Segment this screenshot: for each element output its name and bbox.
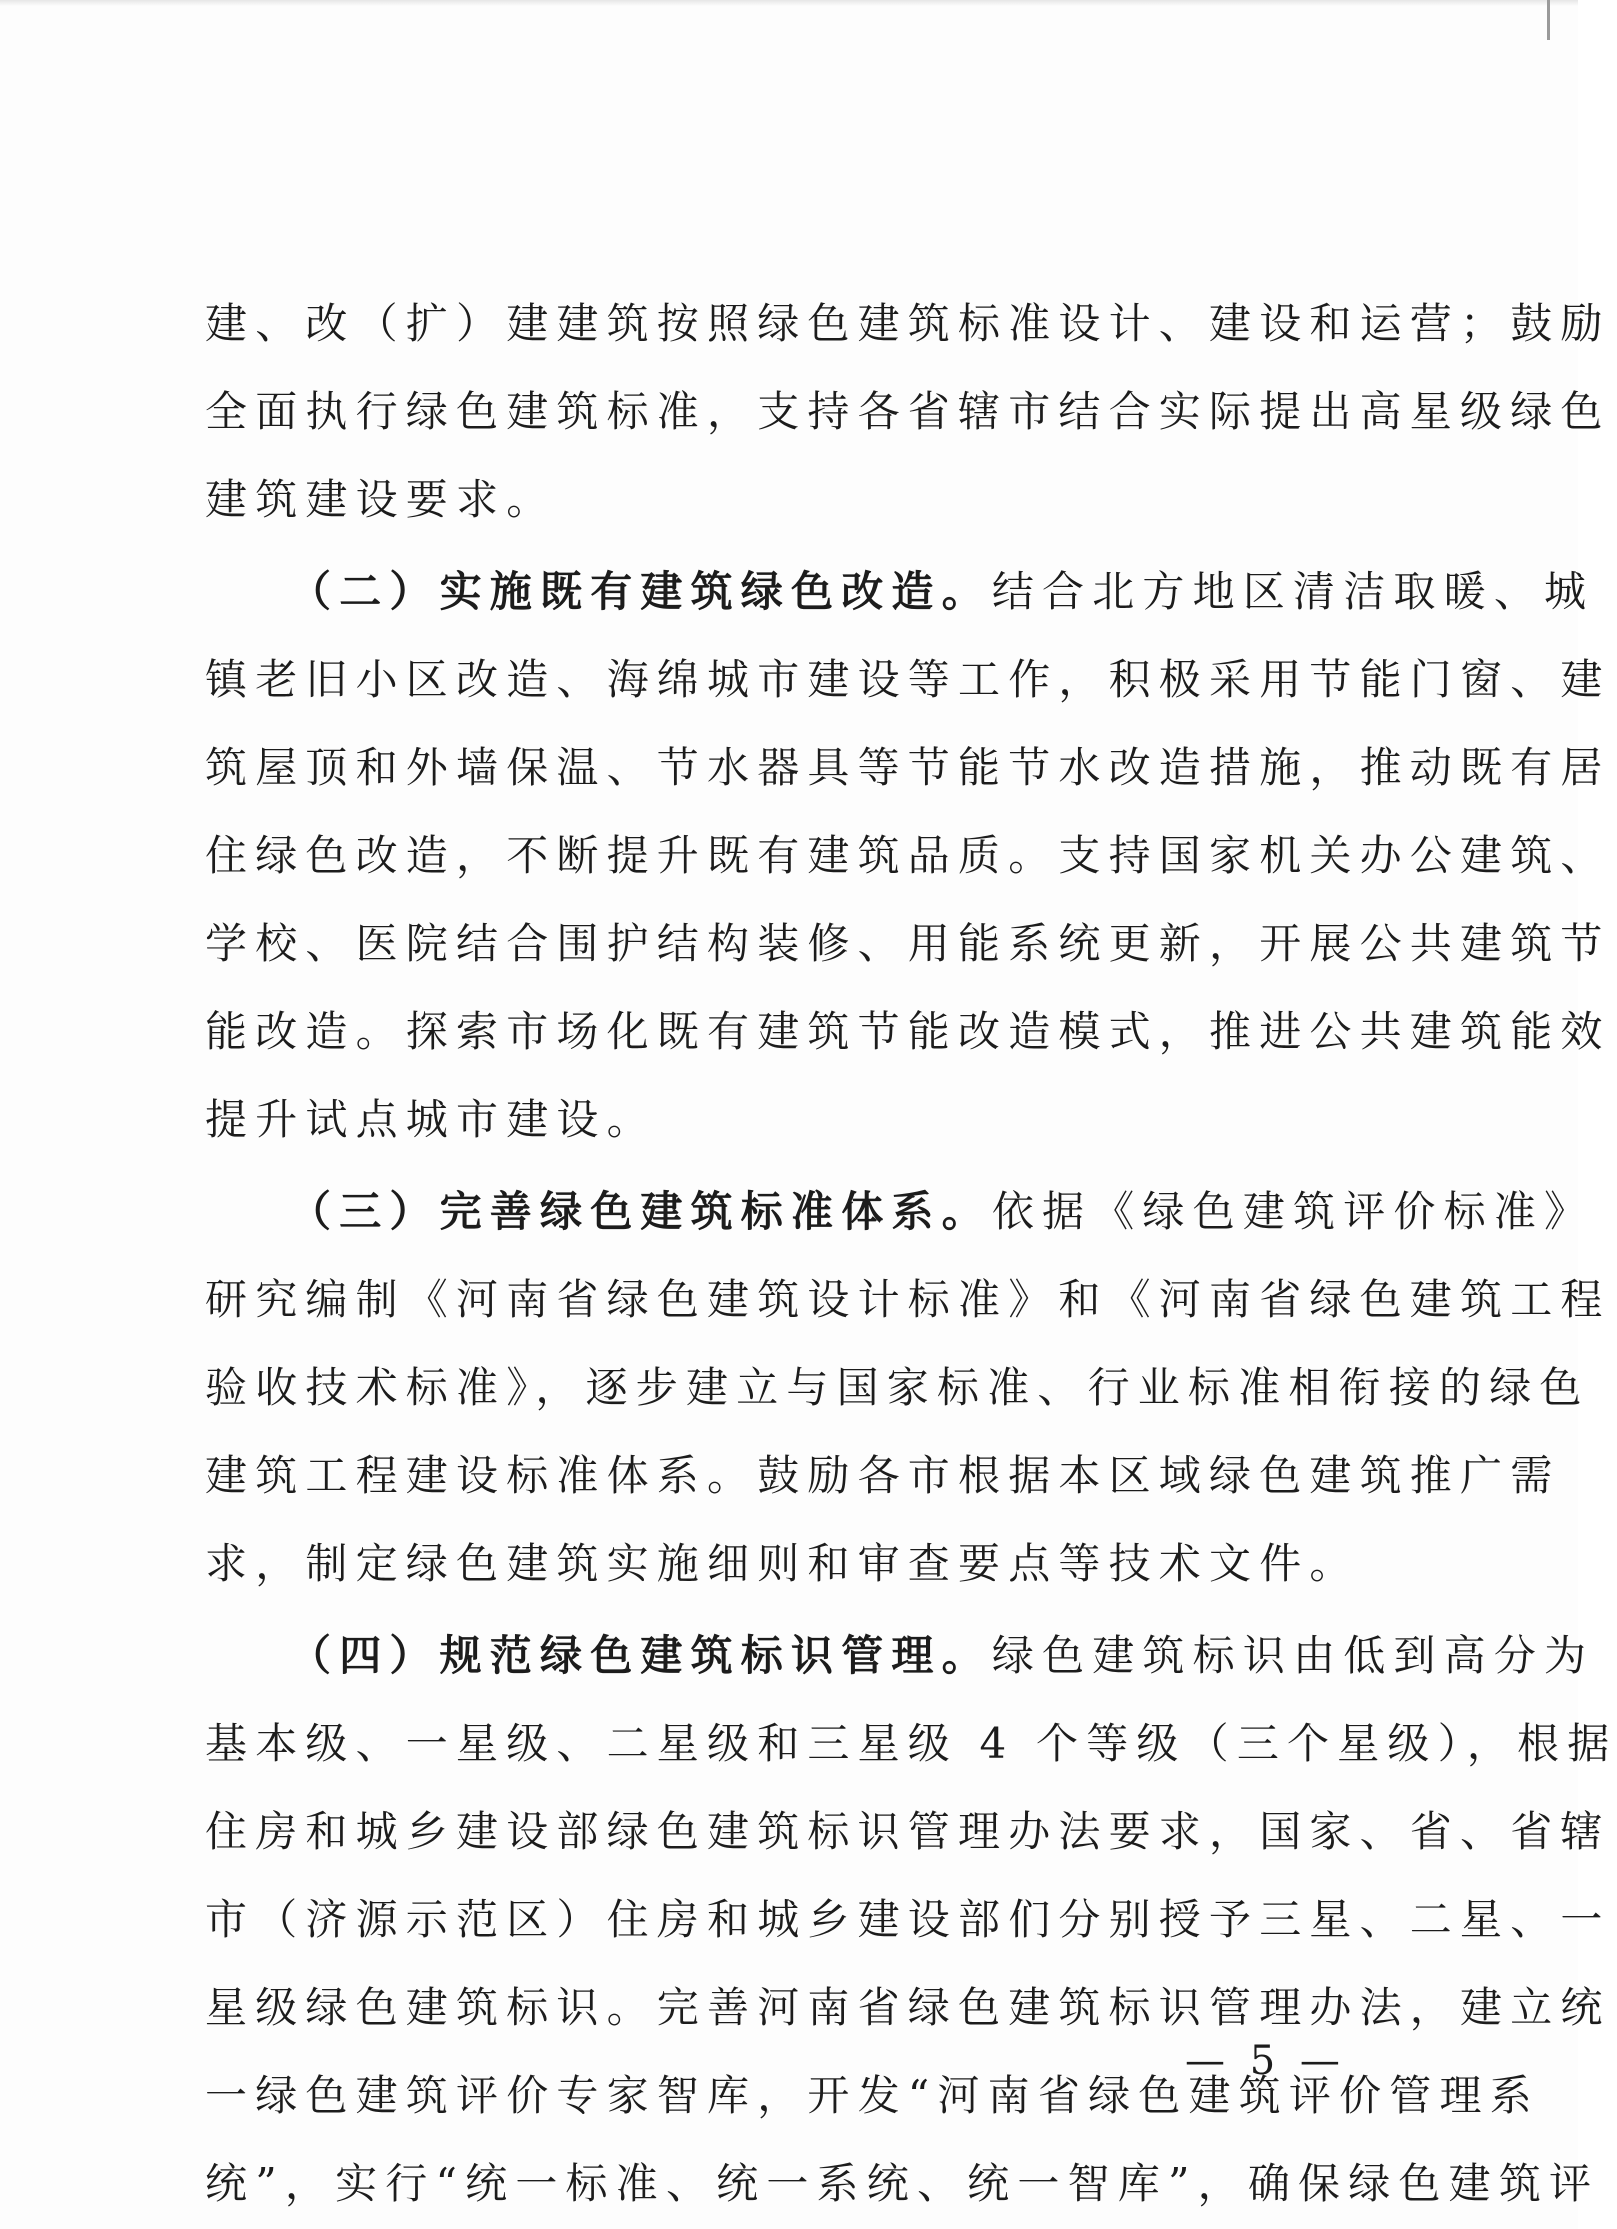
paragraph-line: 住绿色改造，不断提升既有建筑品质。支持国家机关办公建筑、 (205, 831, 1611, 880)
section-heading: （四）规范绿色建筑标识管理。 (289, 1631, 992, 1680)
body-text (205, 280, 1617, 2228)
paragraph-line: 全面执行绿色建筑标准，支持各省辖市结合实际提出高星级绿色 (205, 387, 1611, 436)
scan-mark (1547, 0, 1550, 40)
paragraph-line: 验收技术标准》，逐步建立与国家标准、行业标准相衔接的绿色 (205, 1363, 1590, 1412)
section-heading: （二）实施既有建筑绿色改造。 (289, 567, 992, 616)
paragraph-first-line (205, 548, 1595, 636)
paragraph-line: 学校、医院结合围护结构装修、用能系统更新，开展公共建筑节 (205, 919, 1611, 968)
paragraph-text: 结合北方地区清洁取暖、城 (991, 567, 1595, 616)
paragraph-line: 一绿色建筑评价专家智库，开发“河南省绿色建筑评价管理系 (205, 2071, 1540, 2120)
paragraph-line: 建筑工程建设标准体系。鼓励各市根据本区域绿色建筑推广需 (205, 1451, 1561, 1500)
paragraph-line: 筑屋顶和外墙保温、节水器具等节能节水改造措施，推动既有居 (205, 743, 1611, 792)
paragraph-line: 求，制定绿色建筑实施细则和审查要点等技术文件。 (205, 1539, 1360, 1588)
page-number: — 5 — (1185, 2038, 1346, 2084)
paragraph-line: 市（济源示范区）住房和城乡建设部们分别授予三星、二星、一 (205, 1895, 1611, 1944)
paragraph-text: 依据《绿色建筑评价标准》 (991, 1187, 1595, 1236)
paragraph-first-line (205, 1168, 1595, 1256)
scan-edge (0, 0, 1578, 6)
paragraph-line: 能改造。探索市场化既有建筑节能改造模式，推进公共建筑能效 (205, 1007, 1611, 1056)
paragraph-line: 基本级、一星级、二星级和三星级 4 个等级（三个星级），根据 (205, 1719, 1617, 1768)
paragraph-line: 统”，实行“统一标准、统一系统、统一智库”，确保绿色建筑评 (205, 2159, 1600, 2208)
paragraph-line: 研究编制《河南省绿色建筑设计标准》和《河南省绿色建筑工程 (205, 1275, 1611, 1324)
paragraph-line: 星级绿色建筑标识。完善河南省绿色建筑标识管理办法，建立统 (205, 1983, 1611, 2032)
paragraph-line: 提升试点城市建设。 (205, 1095, 657, 1144)
paragraph-text: 绿色建筑标识由低到高分为 (991, 1631, 1595, 1680)
paragraph-line: 住房和城乡建设部绿色建筑标识管理办法要求，国家、省、省辖 (205, 1807, 1611, 1856)
section-heading: （三）完善绿色建筑标准体系。 (289, 1187, 992, 1236)
paragraph-line: 建、改（扩）建建筑按照绿色建筑标准设计、建设和运营；鼓励 (205, 299, 1611, 348)
paragraph-line: 镇老旧小区改造、海绵城市建设等工作，积极采用节能门窗、建 (205, 655, 1611, 704)
paragraph-first-line (205, 1612, 1595, 1700)
paragraph-line: 建筑建设要求。 (205, 475, 557, 524)
